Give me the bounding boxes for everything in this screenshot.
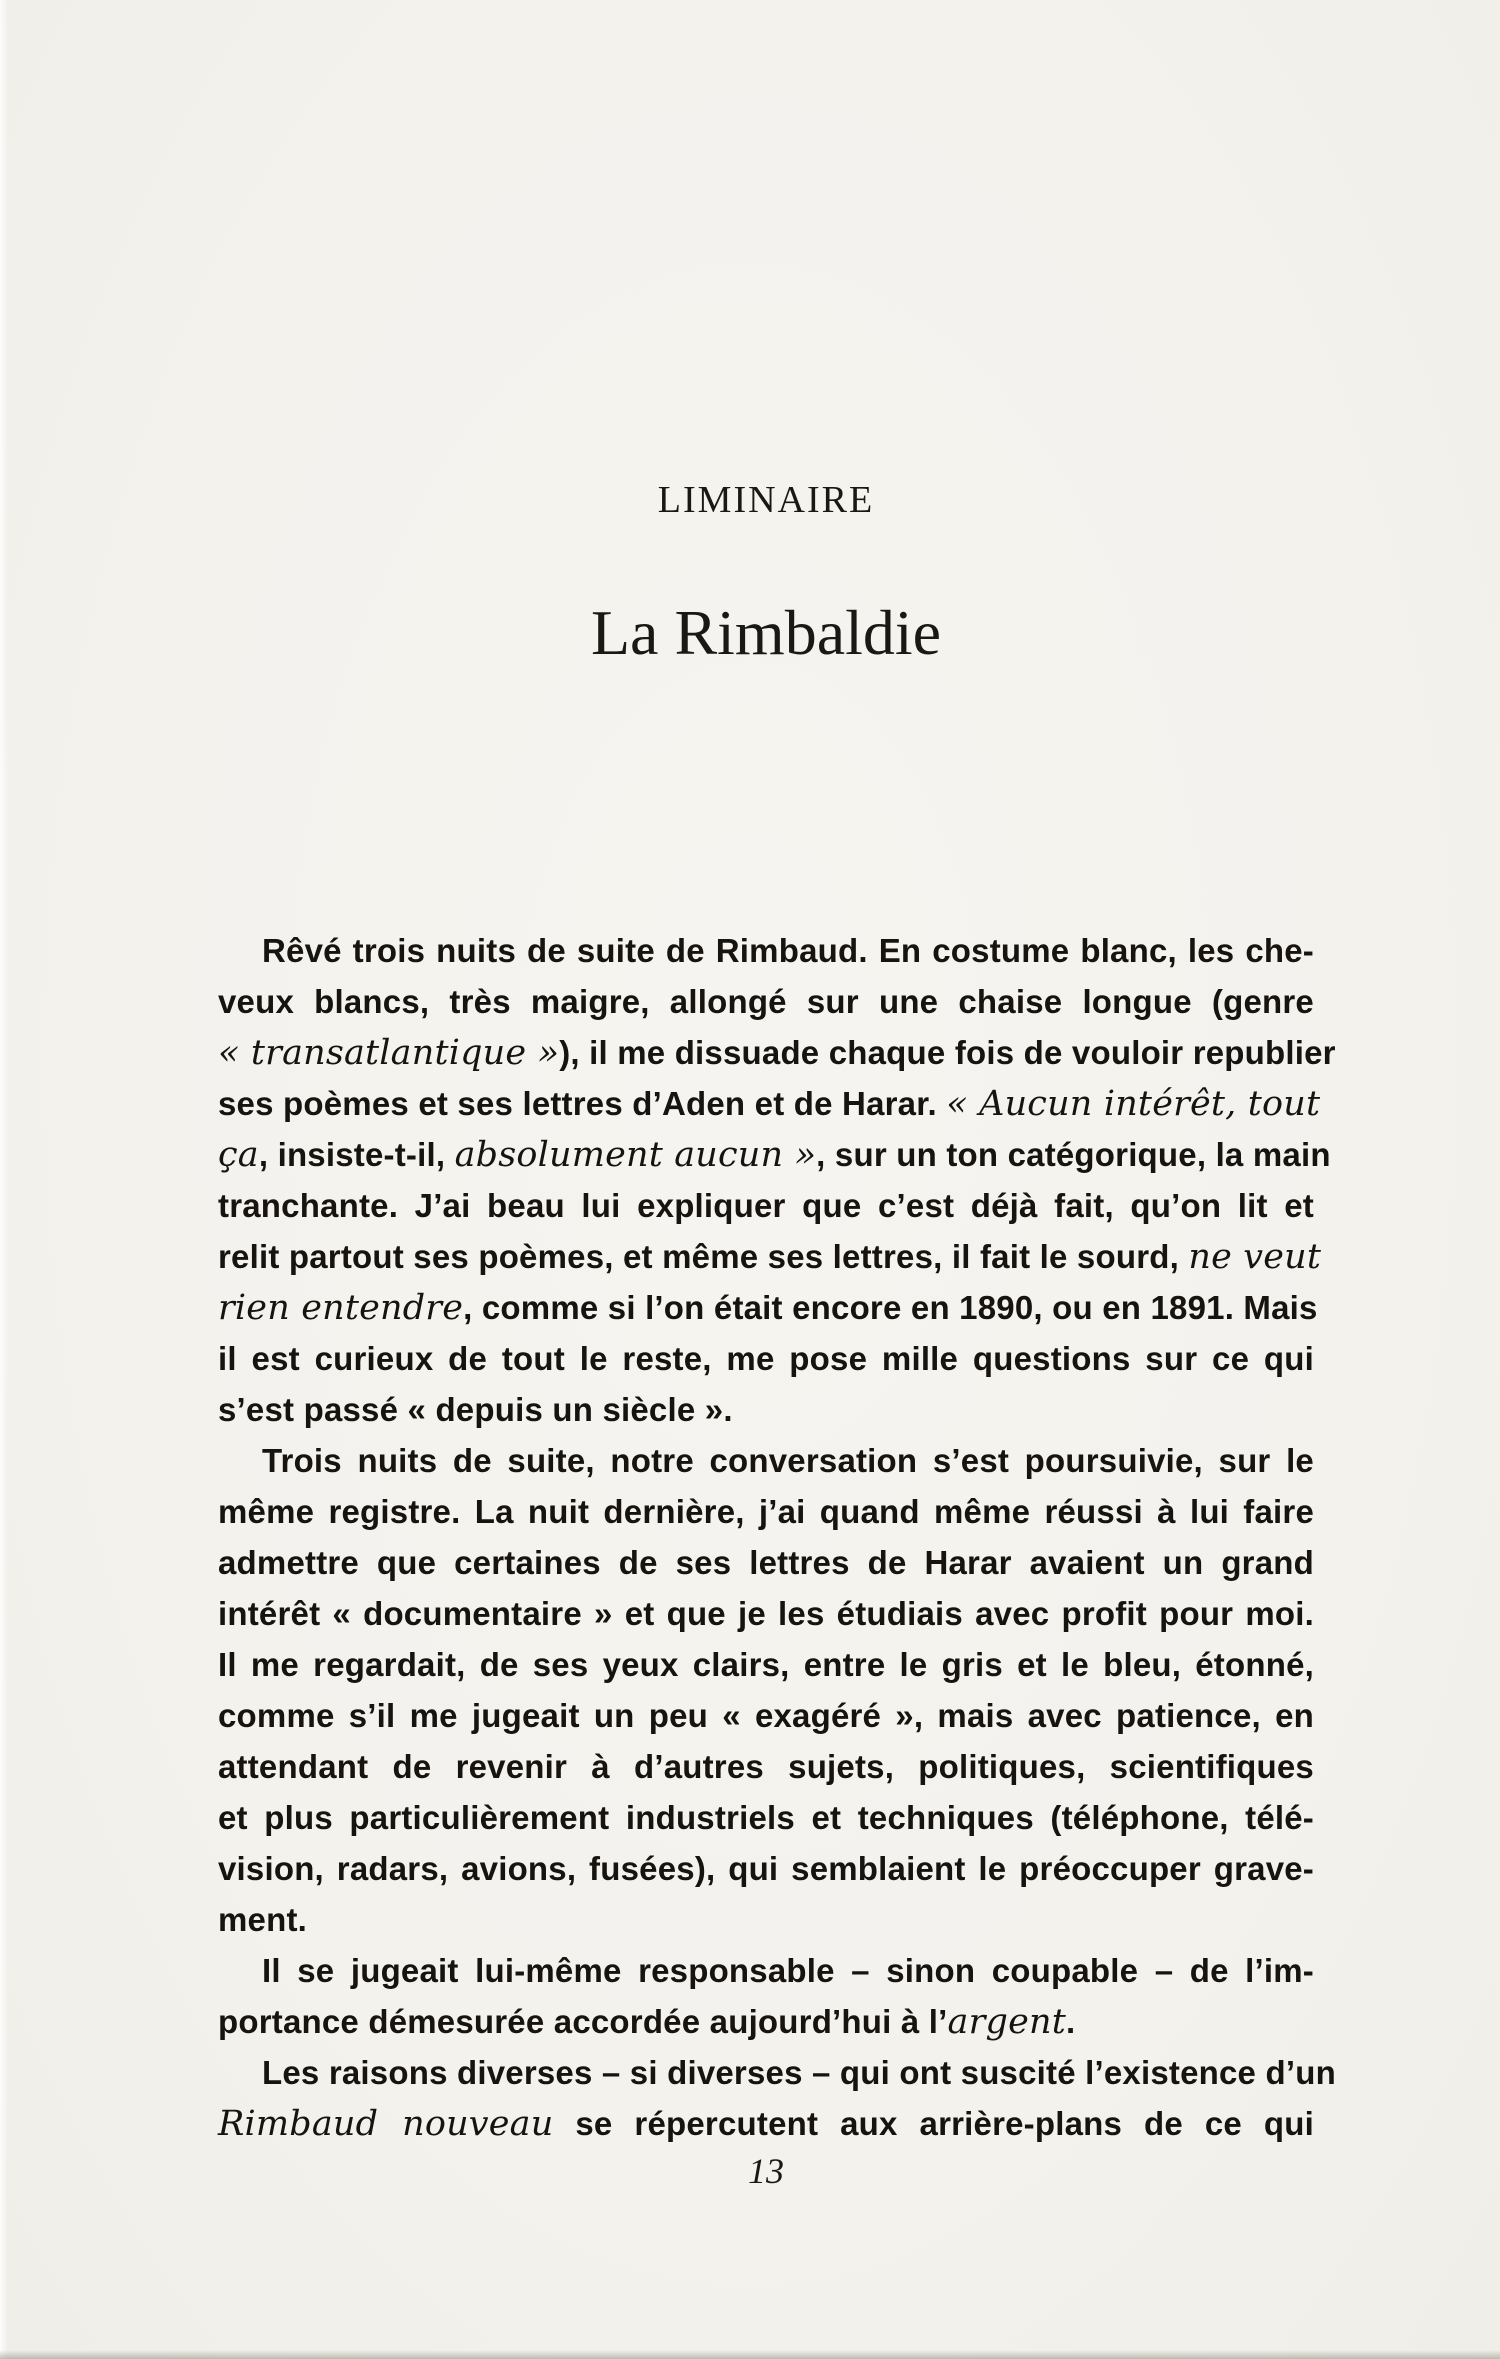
text-segment: ses poèmes et ses lettres d’Aden et de Harar. — [218, 1085, 947, 1122]
text-segment: veux blancs, très maigre, allongé sur une chaise longue (genre — [218, 983, 1314, 1020]
text-segment: . — [1065, 2003, 1076, 2040]
chapter-title: La Rimbaldie — [590, 597, 942, 668]
body-line — [218, 1792, 1314, 1843]
body-line — [218, 1384, 1314, 1435]
text-segment: et plus particulièrement industriels et techniques (téléphone, télé- — [218, 1799, 1314, 1836]
text-segment: portance démesurée accordée aujourd’hui à l’ — [218, 2003, 948, 2040]
italic-serif-segment: argent — [947, 2002, 1066, 2042]
italic-serif-segment: ça — [218, 1135, 259, 1175]
body-line — [218, 1129, 1331, 1180]
text-segment: ), il me dissuade chaque fois de vouloir republier — [559, 1034, 1336, 1071]
body-line — [218, 976, 1314, 1027]
body-line — [218, 1435, 1314, 1486]
body-line — [218, 1741, 1314, 1792]
italic-serif-segment: Rimbaud nouveau — [218, 2104, 554, 2144]
italic-serif-segment: absolument aucun » — [454, 1135, 817, 1175]
body-line — [218, 1639, 1314, 1690]
body-line — [218, 2098, 1314, 2149]
body-line — [218, 1588, 1314, 1639]
text-segment: tranchante. J’ai beau lui expliquer que c’est déjà fait, qu’on lit et — [218, 1187, 1314, 1224]
text-segment: Les raisons diverses – si diverses – qui ont suscité l’existence d’un — [262, 2054, 1336, 2091]
body-line — [218, 1690, 1314, 1741]
scan-left-edge — [0, 0, 8, 2359]
body-line — [218, 1078, 1321, 1129]
body-text — [218, 925, 1336, 2149]
body-line — [218, 1894, 1314, 1945]
text-segment: vision, radars, avions, fusées), qui semblaient le préoccuper grave- — [218, 1850, 1314, 1887]
text-segment: même registre. La nuit dernière, j’ai quand même réussi à lui faire — [218, 1493, 1314, 1530]
body-line — [218, 1843, 1314, 1894]
text-segment: ment. — [218, 1901, 308, 1938]
body-line — [218, 1282, 1318, 1333]
text-segment: Il se jugeait lui-même responsable – sinon coupable – de l’im- — [262, 1952, 1314, 1989]
section-kicker: LIMINAIRE — [657, 479, 875, 521]
body-line — [218, 1231, 1322, 1282]
body-line — [218, 1486, 1314, 1537]
text-segment: Rêvé trois nuits de suite de Rimbaud. En costume blanc, les che- — [262, 932, 1314, 969]
body-line — [218, 2047, 1336, 2098]
text-segment: s’est passé « depuis un siècle ». — [218, 1391, 733, 1428]
text-segment: Trois nuits de suite, notre conversation s’est poursuivie, sur le — [262, 1442, 1314, 1479]
text-segment: comme s’il me jugeait un peu « exagéré », mais avec patience, en — [218, 1697, 1314, 1734]
body-line — [218, 1180, 1314, 1231]
text-segment: relit partout ses poèmes, et même ses lettres, il fait le sourd, — [218, 1238, 1189, 1275]
text-segment: intérêt « documentaire » et que je les étudiais avec profit pour moi. — [218, 1595, 1314, 1632]
italic-serif-segment: « transatlantique » — [218, 1033, 560, 1073]
body-line — [218, 1996, 1314, 2047]
text-segment: il est curieux de tout le reste, me pose mille questions sur ce qui — [218, 1340, 1314, 1377]
italic-serif-segment: rien entendre — [218, 1288, 464, 1328]
body-line — [218, 1945, 1314, 1996]
text-segment: , sur un ton catégorique, la main — [816, 1136, 1331, 1173]
text-segment: admettre que certaines de ses lettres de Harar avaient un grand — [218, 1544, 1314, 1581]
text-segment: se répercutent aux arrière-plans de ce qui — [553, 2105, 1314, 2142]
body-line — [218, 1027, 1336, 1078]
italic-serif-segment: « Aucun intérêt, tout — [946, 1084, 1321, 1124]
italic-serif-segment: ne veut — [1188, 1237, 1322, 1277]
text-segment: attendant de revenir à d’autres sujets, politiques, scientifiques — [218, 1748, 1314, 1785]
text-segment: Il me regardait, de ses yeux clairs, entre le gris et le bleu, étonné, — [218, 1646, 1314, 1683]
body-line — [218, 1333, 1314, 1384]
scan-bottom-edge — [0, 2350, 1500, 2359]
text-segment: , insiste-t-il, — [258, 1136, 455, 1173]
body-line — [218, 925, 1314, 976]
page-number: 13 — [748, 2151, 784, 2191]
body-line — [218, 1537, 1314, 1588]
text-segment: , comme si l’on était encore en 1890, ou en 1891. Mais — [463, 1289, 1318, 1326]
